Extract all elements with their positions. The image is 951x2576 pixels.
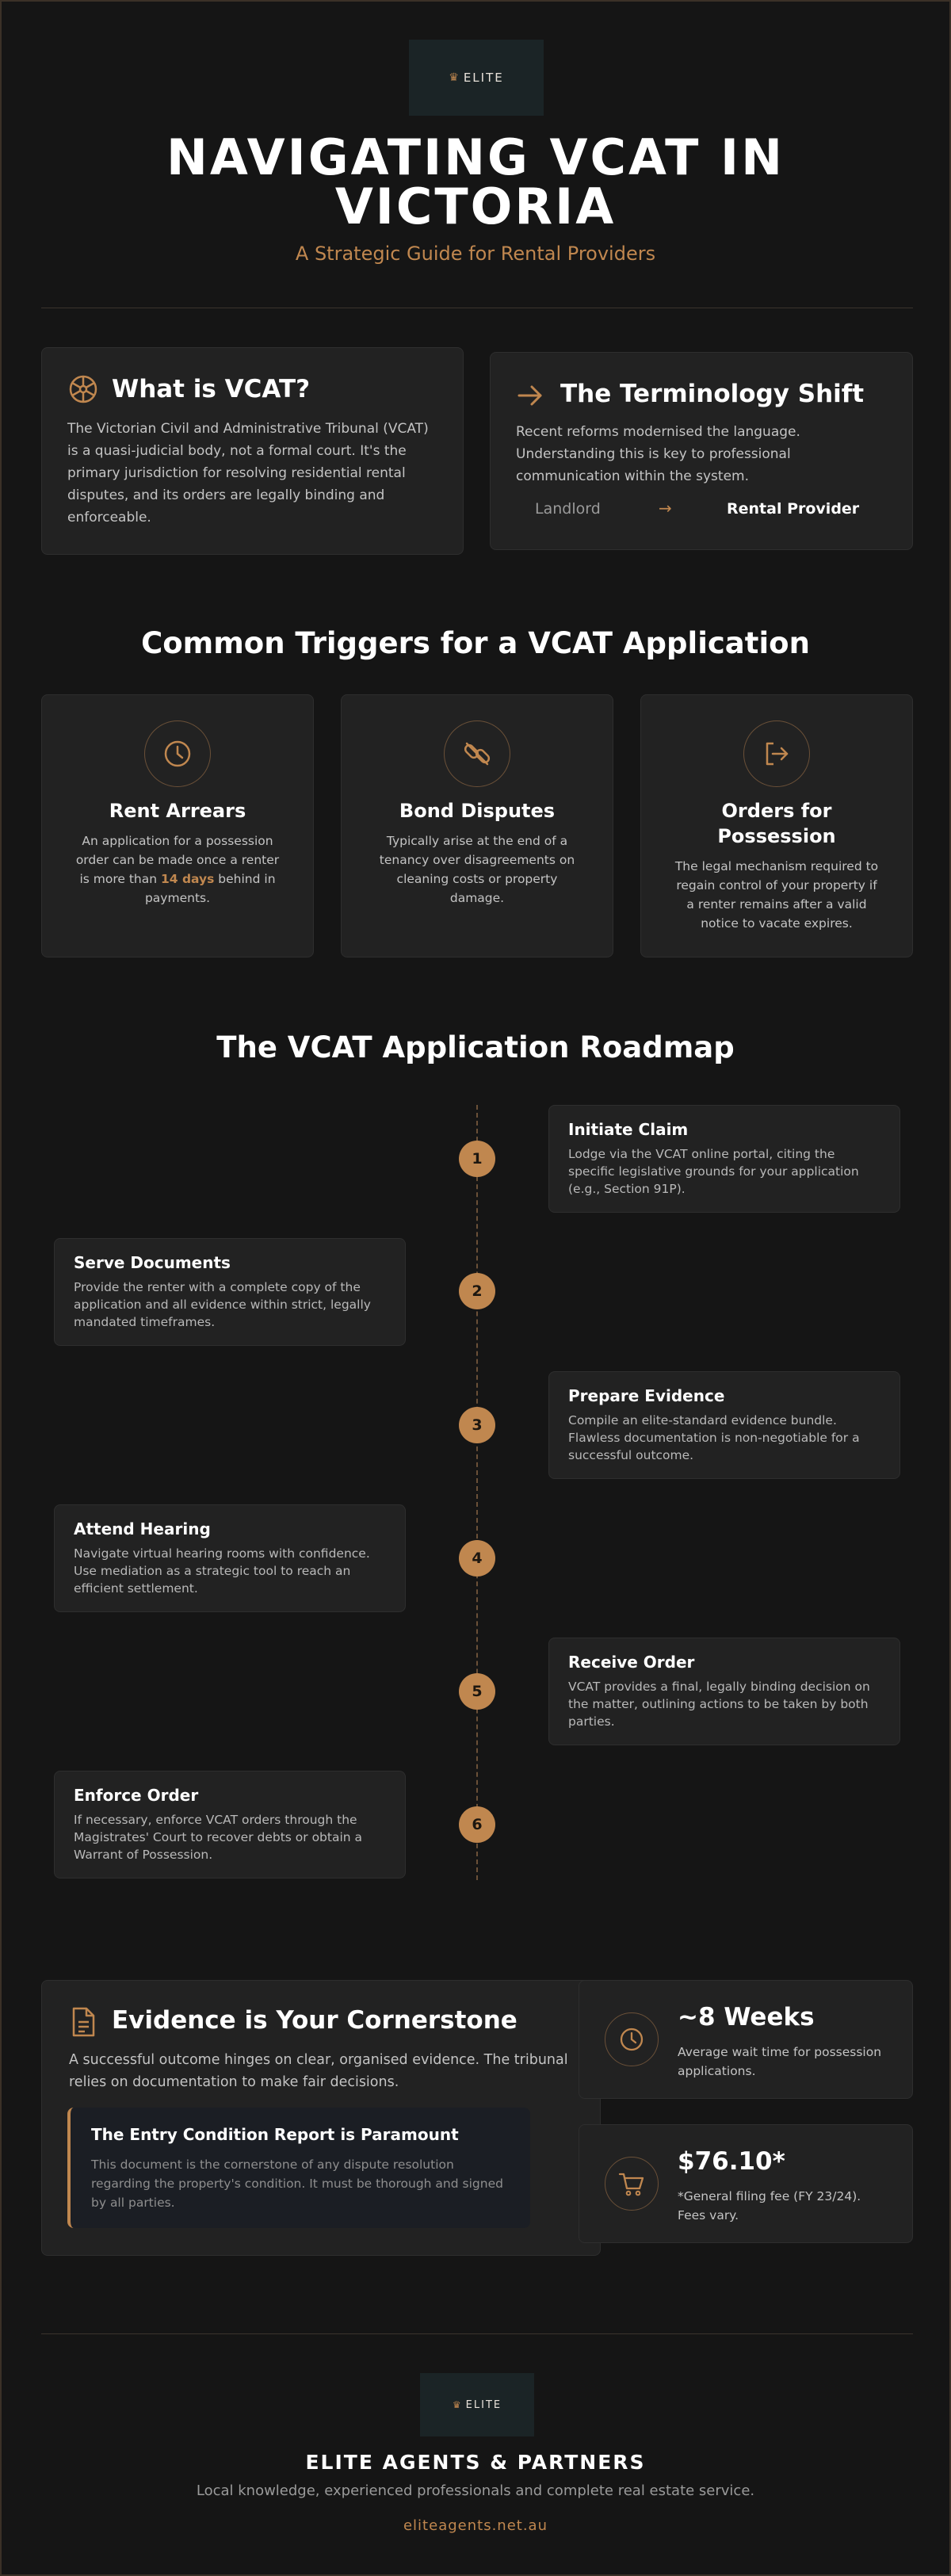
trigger-card-possession [640, 694, 913, 957]
step-number: 1 [459, 1141, 495, 1177]
broken-link-icon [444, 720, 510, 787]
step-title: Serve Documents [74, 1253, 231, 1272]
step-number: 3 [459, 1407, 495, 1443]
trigger-text: The legal mechanism required to regain control of your property if a renter remains after a valid notice to vacate expires. [674, 859, 879, 931]
trigger-title: Bond Disputes [399, 800, 556, 822]
footer-company-name: ELITE AGENTS & PARTNERS [305, 2451, 646, 2474]
trigger-text-part: behind in payments. [144, 872, 276, 905]
trigger-title-line1: Orders for [721, 800, 832, 822]
stat-value: $76.10* [678, 2147, 785, 2176]
stat-label: Average wait time for possession applications. [678, 2045, 882, 2078]
clock-icon [605, 2012, 659, 2066]
cart-icon [605, 2157, 659, 2211]
trigger-text: Typically arise at the end of a tenancy over disagreements on cleaning costs or property damage. [379, 834, 575, 905]
stat-label: *General filing fee (FY 23/24). Fees vary. [678, 2189, 861, 2222]
step-title: Receive Order [568, 1653, 695, 1672]
logo-text: ELITE [465, 2398, 502, 2411]
evidence-card [41, 1980, 601, 2256]
roadmap-step-serve-documents [54, 1238, 406, 1346]
callout-text: This document is the cornerstone of any dispute resolution regarding the property's condition. It must be thorough and signed by all parties. [91, 2157, 503, 2210]
scales-icon [67, 373, 99, 405]
old-term: Landlord [535, 500, 601, 518]
footer-divider [41, 2333, 913, 2334]
step-text: Provide the renter with a complete copy of the application and all evidence within strict, legally mandated timeframes. [74, 1280, 371, 1329]
step-title: Enforce Order [74, 1786, 199, 1805]
crown-icon: ♛ [449, 71, 459, 84]
triggers-title: Common Triggers for a VCAT Application [141, 626, 810, 660]
logo-text: ELITE [463, 71, 504, 85]
step-text: VCAT provides a final, legally binding decision on the matter, outlining actions to be taken by both parties. [568, 1680, 870, 1729]
step-text: Lodge via the VCAT online portal, citing the specific legislative grounds for your application (e.g., Section 91P). [568, 1147, 859, 1196]
document-icon [69, 2006, 97, 2038]
callout-title: The Entry Condition Report is Paramount [91, 2125, 459, 2144]
trigger-highlight: 14 days [161, 872, 215, 886]
entry-report-callout [67, 2108, 530, 2228]
footer-website-link[interactable]: eliteagents.net.au [403, 2517, 548, 2534]
timeline-line [476, 1105, 478, 1880]
roadmap-step-prepare-evidence [548, 1371, 900, 1479]
trigger-title [641, 798, 912, 849]
roadmap-step-receive-order [548, 1638, 900, 1745]
exit-icon [743, 720, 810, 787]
footer-logo [420, 2373, 534, 2436]
step-number: 4 [459, 1540, 495, 1577]
arrow-right-icon [516, 381, 544, 410]
step-text: Navigate virtual hearing rooms with confidence. Use mediation as a strategic tool to reach an efficient settlement. [74, 1546, 370, 1596]
roadmap-title: The VCAT Application Roadmap [216, 1030, 735, 1064]
what-is-vcat-title: What is VCAT? [112, 375, 311, 403]
stat-card-filing-fee [579, 2124, 913, 2243]
step-text: Compile an elite-standard evidence bundle. Flawless documentation is non-negotiable for a successful outcome. [568, 1413, 860, 1462]
term-arrow-icon: → [659, 499, 672, 518]
roadmap-step-enforce-order [54, 1771, 406, 1878]
evidence-text: A successful outcome hinges on clear, organised evidence. The tribunal relies on documentation to make fair decisions. [69, 2052, 568, 2090]
terminology-title: The Terminology Shift [560, 380, 865, 408]
step-title: Attend Hearing [74, 1519, 211, 1538]
trigger-title-line2: Possession [717, 825, 836, 847]
step-text: If necessary, enforce VCAT orders through the Magistrates' Court to recover debts or obtain a Warrant of Possession. [74, 1813, 363, 1862]
step-title: Prepare Evidence [568, 1386, 725, 1405]
crown-icon: ♛ [452, 2399, 461, 2410]
trigger-card-rent-arrears [41, 694, 314, 957]
page-subtitle: A Strategic Guide for Rental Providers [295, 243, 656, 265]
header-logo [409, 40, 544, 116]
evidence-title: Evidence is Your Cornerstone [112, 2006, 518, 2035]
trigger-text-part: An application for a possession order can be made once a renter is more than [75, 834, 280, 886]
step-number: 6 [459, 1806, 495, 1843]
trigger-card-bond-disputes [341, 694, 613, 957]
trigger-title: Rent Arrears [109, 800, 246, 822]
footer-description: Local knowledge, experienced professionals and complete real estate service. [196, 2482, 755, 2499]
page-title [2, 128, 949, 235]
terminology-card [490, 352, 913, 550]
stat-card-wait-time [579, 1980, 913, 2099]
roadmap-step-initiate-claim [548, 1105, 900, 1213]
stat-value: ~8 Weeks [678, 2003, 815, 2031]
what-is-vcat-text: The Victorian Civil and Administrative Tribunal (VCAT) is a quasi-judicial body, not a formal court. It's the primary jurisdiction for resolving residential rental disputes, and its orders are legally binding and enforceable. [67, 421, 429, 526]
page-title-line2: VICTORIA [334, 178, 617, 235]
page-title-line1: NAVIGATING VCAT IN [166, 128, 785, 186]
clock-icon [144, 720, 211, 787]
new-term: Rental Provider [727, 500, 860, 518]
what-is-vcat-card [41, 347, 464, 555]
trigger-text [72, 831, 283, 908]
step-title: Initiate Claim [568, 1120, 689, 1139]
roadmap-step-attend-hearing [54, 1504, 406, 1612]
step-number: 2 [459, 1273, 495, 1309]
step-number: 5 [459, 1673, 495, 1710]
terminology-text: Recent reforms modernised the language. Understanding this is key to professional communication within the system. [516, 424, 800, 484]
